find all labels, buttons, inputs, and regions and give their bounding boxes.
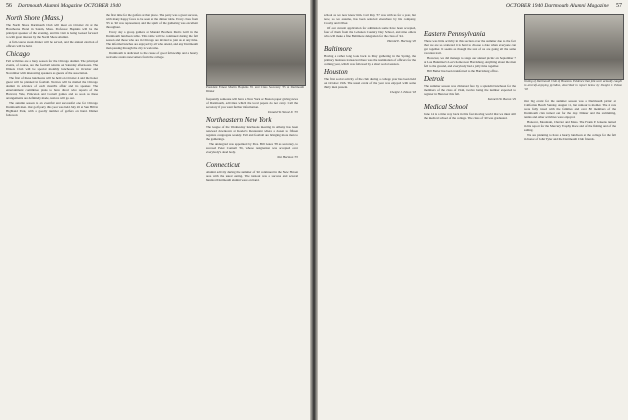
right-page	[318, 0, 628, 420]
paragraph: However, we did manage to stage our annual picnic on September 7 at Lou Bunnitzer's Lee's home near Harrisburg. Anything about the men fell to the ground, and everybody had a jolly time together.	[424, 56, 516, 68]
paragraph: Dartmouth is dedicated to the cause of good fellowship and a hearty welcome awaits newcomers from the college.	[106, 50, 198, 59]
paragraph: The league of the Wednesday luncheons meeting in Albany has been renewed downtown at Keeler's Restaurant where a dozen to fifteen regulars congregate weekly. Fall and football are bringing more men to the gatherings.	[206, 125, 298, 142]
photo-caption-right: Outing of Dartmouth Club of Houston. Evidence that folk were actually caught in aircraft-enjoying pyridine, described in report below by Dwight J. Edson '18	[524, 79, 622, 91]
paragraph: The North Shore Dartmouth Club will meet on October 24 at the Hawthorne Hotel in Salem, Mass. Professor Hopkins will be the principal speaker of the evening, and his visit is being looked forward to with great interest by the North Shore Alumni.	[6, 23, 98, 39]
paragraph: Bill Butler has been transferred to the Harrisburg office.	[427, 69, 499, 74]
section-heading-connecticut: Connecticut	[206, 161, 240, 170]
paragraph: Having a rather long look back to May gathering in the Spring, the primary business transacted there was the nomination of officers for the coming year, which was followed by a short social session.	[324, 54, 416, 67]
left-page	[0, 0, 310, 420]
paragraph: the first time for the golfers at that place. The party was a great success, with many happy faces to be seen at the dinner table. Every class from '05 to '40 was represented, and the spirit of the gathering was excellent throughout.	[106, 13, 198, 29]
paragraph: The undergrad was appointed by Pres. Bill Gates '38 as secretary, to succeed Peter Connell '36, whose resignation was accepted over everybody's dead body.	[206, 142, 298, 155]
page-gutter	[310, 0, 318, 420]
signature: Nat Harmon '35	[277, 155, 298, 160]
page-number-left: 56	[6, 3, 12, 9]
signature: Donald W. Wood Jr. '35	[267, 110, 298, 115]
right-column-2	[424, 30, 516, 122]
left-column-3	[206, 98, 298, 184]
section-heading-eastern-pennsylvania: Eastern Pennsylvania	[424, 30, 486, 38]
paragraph: The first of these luncheons will be held on October 4 and the honor guest will be planned in football. Notices will be mailed the Chicago alumni in advance of each month's affair and its speaker. The entertainment committee plans to have direct wire reports of the Harvard, Yale, Princeton and Cornell games and as soon as these arrangements are definitely made, notices will go out.	[6, 76, 98, 100]
right-column-1	[324, 14, 416, 96]
section-heading-houston: Houston	[324, 68, 348, 77]
signature: Dwight J. Edson '18	[390, 90, 416, 95]
paragraph: There was little activity in this section over the summer due to the fact that we are so scattered it is hard to choose a date when everyone can get together. It seems as though the rest of us are going all the same vacation trail.	[424, 39, 516, 55]
paragraph: The summer season was climaxed fare by a splendid luncheon for the members of the class of 1944, twelve being the number expected to register in Hanover this fall.	[424, 84, 516, 97]
paragraph: We are planning to have a hearty luncheon at the college for the fall in honor of John Tyler and the Dartmouth Club friends.	[524, 133, 616, 141]
paragraph: The first social activity of the club during a college year has been held on October 19th. The usual event of the year was enjoyed with some thirty men present.	[324, 77, 416, 90]
section-heading-detroit: Detroit	[424, 75, 444, 84]
paragraph: Fall activities are a busy season for the Chicago alumni. The principal events, of course, are the football returns on Saturday afternoons. The Illinois Club will be special monthly luncheons in October and November with interesting speakers as guests of the association.	[6, 59, 98, 75]
paragraph: Hanover, Mountain, Cheviot and Mass. The Frank P. Jensens turned in his report for the Mercury Trophy Race and of the fishing and of the sailing.	[524, 119, 616, 132]
paragraph: school as we now know him. Carl Ray '37 was with us for a year, but now, so we assume, has been selected elsewhere by his company, Crosby and Oliver.	[324, 13, 416, 25]
paragraph: frequently someone will have a New York or Boston paper giving news of Dartmouth, activities which the local papers do not carry. Call the secretary if you want further information.	[206, 97, 298, 109]
left-column-2	[106, 14, 198, 61]
running-head-right: OCTOBER 1940 Dartmouth Alumni Magazine	[506, 3, 609, 9]
section-heading-chicago: Chicago	[6, 50, 30, 59]
left-column-1	[6, 14, 98, 119]
paragraph: Our big event for the summer season was a Dartmouth picnic at California Beach Sunday, August 11, but rumour is mother. The 4 cars were fully taxed with the families and over 80 members of the Dartmouth clan turned out for the day. Dinner and the swimming, tennis and other activities were enjoyed.	[524, 99, 616, 119]
right-column-3	[524, 100, 616, 143]
paragraph: Alumni activity during the summer of '40 continued in the New Haven area with the usual outing. The turnout was a success and several hundred Dartmouth alumni were on hand.	[206, 170, 298, 183]
photo-houston-outing	[524, 14, 624, 80]
paragraph: The autumn season is an eventful and successful one for Chicago Dartmouth men. Our golf party this year was held July 26 at Sun Hill in Highland Park, with a goodly number of golfers on hand. Dinner followed.	[6, 101, 98, 117]
signature: Kenneth W. Bacon '29	[487, 97, 516, 102]
section-heading-medical-school: Medical School	[424, 103, 468, 112]
page-number-right: 57	[616, 3, 622, 9]
signature: Harold E. Hartwig '20	[387, 39, 416, 44]
section-heading-northeastern-ny: Northeastern New York	[206, 116, 272, 125]
photo-group-dinner	[206, 14, 306, 86]
paragraph: June 14 is a time way back in this fast moving world that we must still the medical school of the college. The class of '40 was graduated.	[424, 112, 516, 121]
running-head-left: Dartmouth Alumni Magazine OCTOBER 1940	[18, 3, 121, 9]
paragraph: A full-course steak dinner will be served, and the annual election of officers will be held.	[6, 40, 98, 48]
photo-caption-left: President Ernest Martin Hopkins '01 and Class Secretary '35 at Dartmouth Dinner	[206, 85, 304, 93]
section-heading-north-shore: North Shore (Mass.)	[6, 14, 64, 22]
paragraph: Of our current application for admission some have been accepted, four of them from the Lebanon Country Day School, and nine others who will make a fine Baltimore delegation for the class of '44.	[324, 26, 416, 38]
section-heading-baltimore: Baltimore	[324, 45, 352, 54]
paragraph: Every day a group gathers at Mandel Brothers Men's Grill in the Dartmouth luncheon table. This table will be continued during the fall season and those who are in Chicago are invited to join us at any time. The informal lunches are enjoyed by all who attend, and any Dartmouth man passing through the city is welcome.	[106, 30, 198, 50]
